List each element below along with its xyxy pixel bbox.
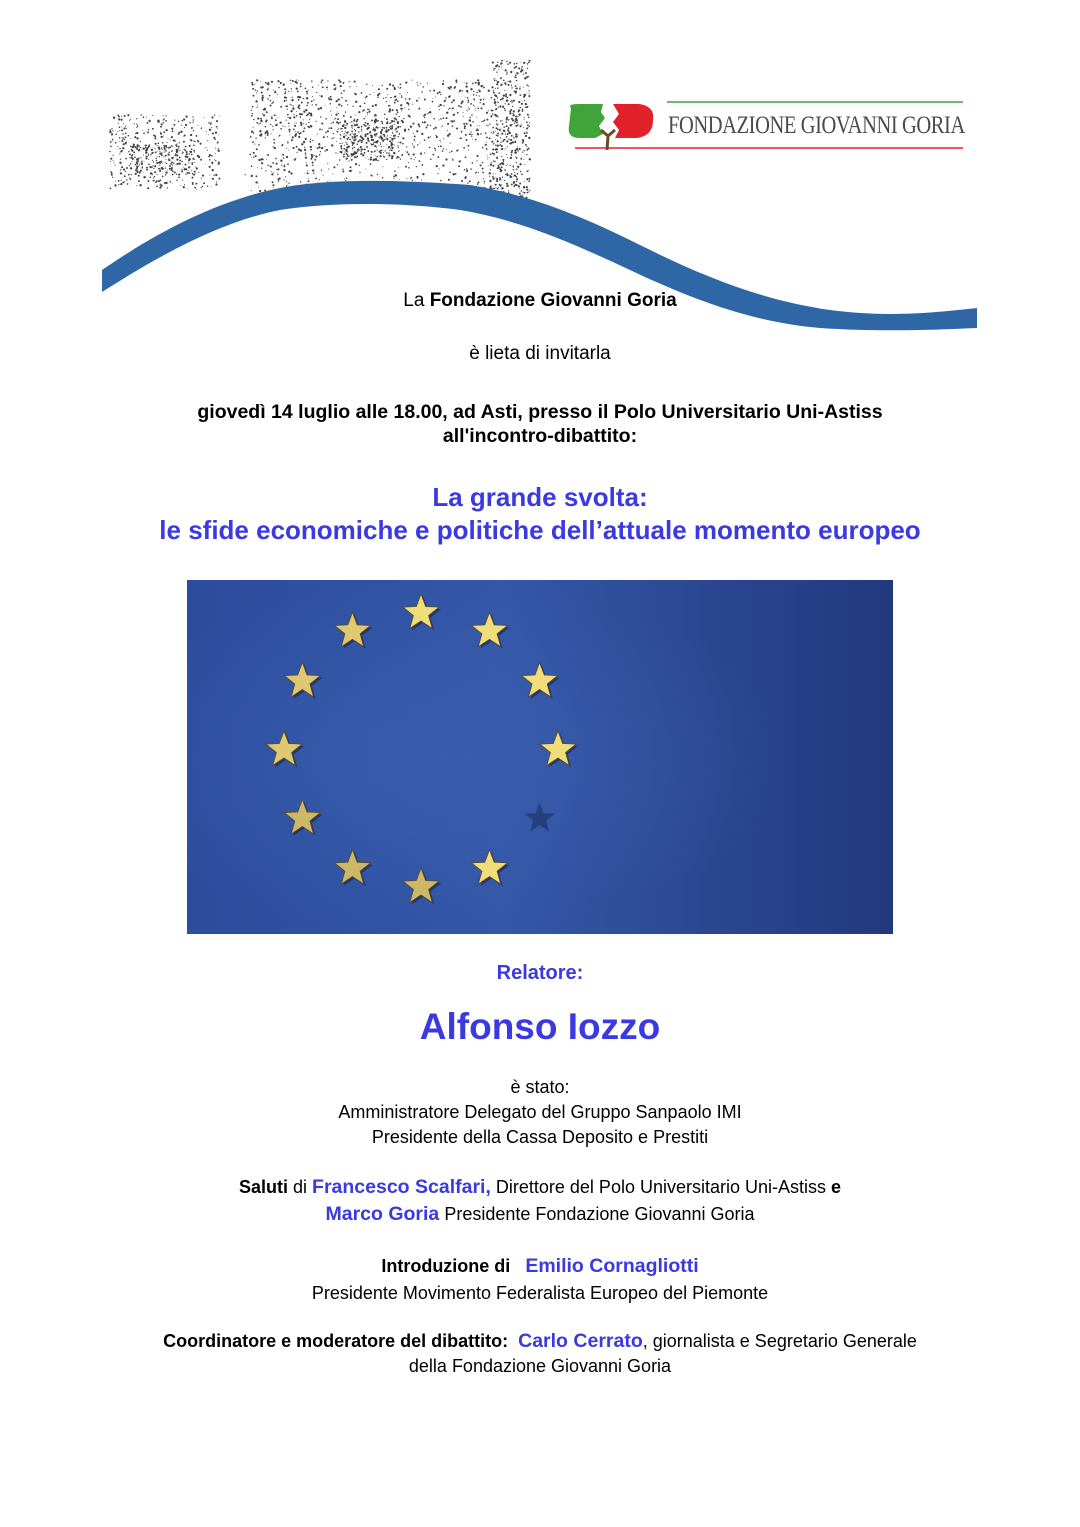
intro-organization-line [0, 290, 1080, 312]
invite-line: è lieta di invitarla [469, 343, 611, 364]
intro-prefix: La [403, 290, 425, 311]
introducer-role: Presidente Movimento Federalista Europeo del Piemonte [311, 1283, 769, 1303]
event-title-line2: le sfide economiche e politiche dell’attuale momento europeo [159, 515, 921, 545]
event-type: all'incontro-dibattito: [442, 425, 638, 447]
eu-flag-image [187, 580, 893, 934]
event-title-line1: La grande svolta: [432, 482, 648, 512]
moderator-section [0, 1329, 1080, 1379]
speaker-label: Relatore: [496, 962, 584, 984]
event-title [0, 481, 1080, 547]
greeter-name: Marco Goria [325, 1203, 440, 1225]
speaker-bio-line: Amministratore Delegato del Gruppo Sanpaolo IMI [338, 1102, 742, 1122]
speaker-bio [0, 1075, 1080, 1150]
moderator-label: Coordinatore e moderatore del dibattito: [163, 1331, 509, 1351]
greetings-label: Saluti [238, 1177, 288, 1197]
fondazione-logo [565, 98, 965, 154]
greeter-role: Presidente Fondazione Giovanni Goria [444, 1204, 755, 1224]
introduction-section [0, 1253, 1080, 1307]
organization-name: Fondazione Giovanni Goria [429, 290, 677, 311]
greeter-name: Francesco Scalfari, [312, 1176, 491, 1198]
event-details [0, 400, 1080, 448]
speaker-bio-line: Presidente della Cassa Deposito e Prestiti [371, 1127, 709, 1147]
greetings-conjunction: e [831, 1177, 842, 1197]
moderator-name: Carlo Cerrato [518, 1330, 643, 1352]
moderator-role: , giornalista e Segretario Generale [642, 1331, 917, 1351]
introduction-label: Introduzione di [381, 1256, 511, 1276]
greetings-section [0, 1174, 1080, 1228]
event-date-location: giovedì 14 luglio alle 18.00, ad Asti, presso il Polo Universitario Uni-Astiss [197, 401, 883, 423]
speaker-name: Alfonso Iozzo [419, 1006, 661, 1047]
introducer-name: Emilio Cornagliotti [525, 1255, 699, 1277]
moderator-role-line2: della Fondazione Giovanni Goria [408, 1356, 672, 1376]
logo-text: FONDAZIONE GIOVANNI GORIA [668, 112, 965, 139]
greeter-role: Direttore del Polo Universitario Uni-Astiss [495, 1177, 826, 1197]
greetings-di: di [293, 1177, 308, 1197]
speaker-bio-intro: è stato: [510, 1077, 570, 1097]
